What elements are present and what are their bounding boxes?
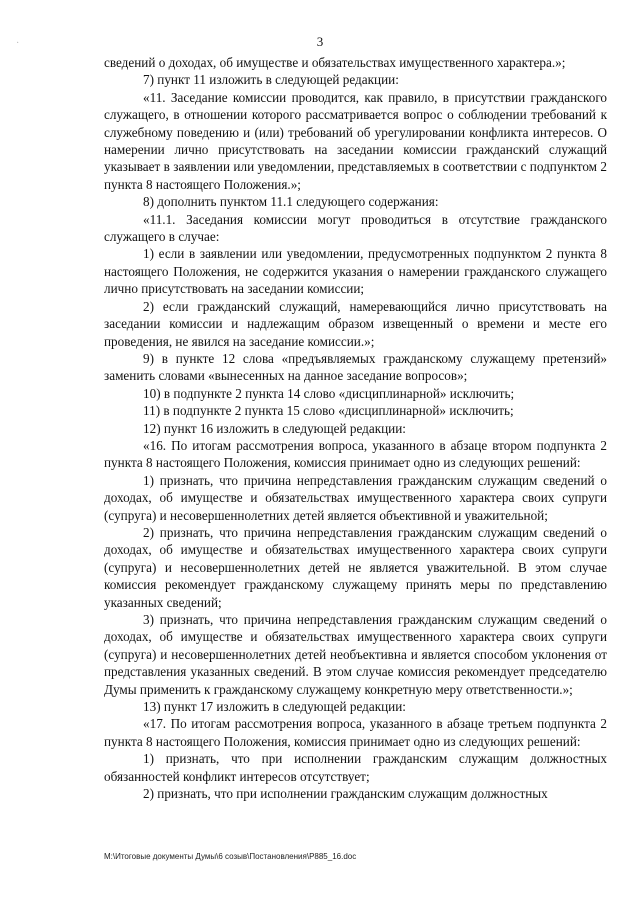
paragraph: 1) признать, что при исполнении гражданским служащим должностных обязанностей конфликт интересов отсутствует; <box>104 751 607 784</box>
paragraph: сведений о доходах, об имуществе и обязательствах имущественного характера.»; <box>104 55 566 70</box>
paragraph: 1) если в заявлении или уведомлении, предусмотренных подпунктом 2 пункта 8 настоящего Положения, не содержится указания о намерении гражданского служащего лично присутствовать на заседании комиссии; <box>104 246 607 297</box>
paragraph: «17. По итогам рассмотрения вопроса, указанного в абзаце третьем подпункта 2 пункта 8 настоящего Положения, комиссия принимает одно из следующих решений: <box>104 716 607 749</box>
paragraph: 10) в подпункте 2 пункта 14 слово «дисциплинарной» исключить; <box>143 385 515 401</box>
paragraph: 11) в подпункте 2 пункта 15 слово «дисциплинарной» исключить; <box>143 403 514 419</box>
paragraph: «11.1. Заседания комиссии могут проводиться в отсутствие гражданского служащего в случае: <box>104 211 607 245</box>
paragraph: 2) если гражданский служащий, намеревающийся лично присутствовать на заседании комиссии и надлежащим образом извещенный о времени и месте его проведения, не явился на заседание комиссии.»; <box>104 298 607 349</box>
scan-margin-mark: · <box>16 38 20 49</box>
paragraph: 2) признать, что причина непредставления гражданским служащим сведений о доходах, об имуществе и обязательствах имущественного характера своих супруги (супруга) и несовершеннолетних детей не является уважительной. В этом случае комиссия рекомендует гражданскому служащему принять меры по представлению указанных сведений; <box>104 524 607 610</box>
paragraph: 3) признать, что причина непредставления гражданским служащим сведений о доходах, об имуществе и обязательствах имущественного характера своих супруги (супруга) и несовершеннолетних детей необъективна и является способом уклонения от представления указанных сведений. В этом случае комиссия рекомендует председателю Думы применить к гражданскому служащему конкретную меру ответственности.»; <box>104 612 607 697</box>
paragraph: 7) пункт 11 изложить в следующей редакции: <box>143 72 399 88</box>
document-body <box>104 54 607 802</box>
paragraph: 2) признать, что при исполнении гражданским служащим должностных <box>143 786 548 802</box>
footer-file-path: М:\Итоговые документы Думы\6 созыв\Постановления\Р885_16.doc <box>104 852 357 861</box>
paragraph: 1) признать, что причина непредставления гражданским служащим сведений о доходах, об имуществе и обязательствах имущественного характера своих супруги (супруга) и несовершеннолетних детей является объективной и уважительной; <box>104 472 607 523</box>
paragraph: 12) пункт 16 изложить в следующей редакции: <box>143 420 406 436</box>
page-number: 3 <box>316 34 324 49</box>
paragraph: 8) дополнить пунктом 11.1 следующего содержания: <box>143 194 439 210</box>
paragraph: «16. По итогам рассмотрения вопроса, указанного в абзаце втором подпункта 2 пункта 8 настоящего Положения, комиссия принимает одно из следующих решений: <box>104 437 607 471</box>
paragraph: 13) пункт 17 изложить в следующей редакции: <box>143 699 406 715</box>
paragraph: 9) в пункте 12 слова «предъявляемых гражданскому служащему претензий» заменить словами «вынесенных на данное заседание вопросов»; <box>104 350 607 384</box>
paragraph: «11. Заседание комиссии проводится, как правило, в присутствии гражданского служащего, в отношении которого рассматривается вопрос о соблюдении требований к служебному поведению и (или) требований об урегулировании конфликта интересов. О намерении лично присутствовать на заседании комиссии гражданский служащий указывает в заявлении или уведомлении, представляемых в соответствии с подпунктом 2 пункта 8 настоящего Положения.»; <box>104 89 607 192</box>
